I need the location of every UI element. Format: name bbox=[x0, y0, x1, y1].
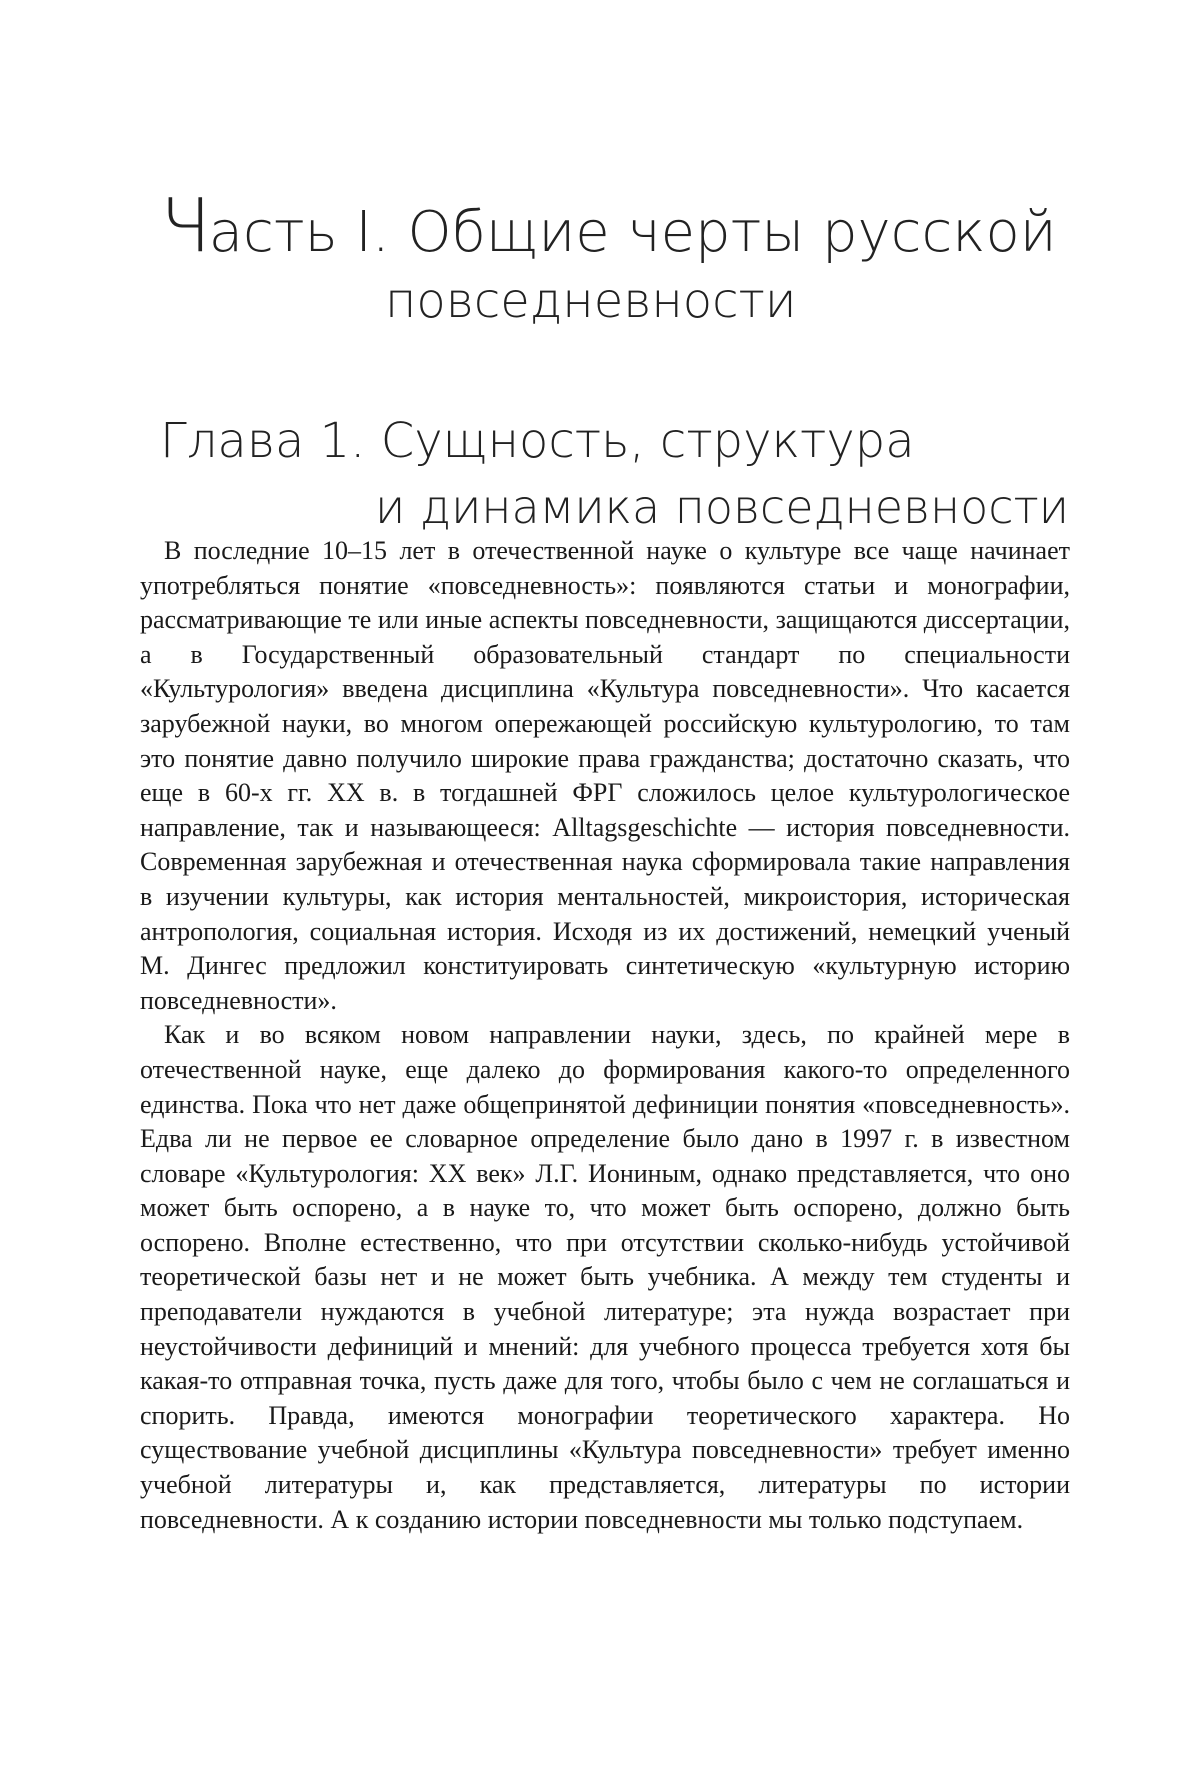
chapter-title-line-1: Глава 1. Сущность, структура bbox=[160, 412, 915, 469]
paragraph-1: В последние 10–15 лет в отечественной науке о культуре все чаще начинает употребляться понятие «повседневность»: появляются статьи и монографии, рассматривающие те или иные аспекты повседневности, защищаются диссертации, а в Государственный образовательный стандарт по специальности «Культурология» введена дисциплина «Культура повседневности». Что касается зарубежной науки, во многом опережающей российскую культурологию, то там это понятие давно получило широкие права гражданства; достаточно сказать, что еще в 60-х гг. XX в. в тогдашней ФРГ сложилось целое культурологическое направление, так и называющееся: Alltagsgeschichte — история повседневности. Современная зарубежная и отечественная наука сформировала такие направления в изучении культуры, как история ментальностей, микроистория, историческая антропология, социальная история. Исходя из их достижений, немецкий ученый М. Дингес предложил конституировать синтетическую «культурную историю повседневности». bbox=[140, 536, 1070, 1015]
chapter-title-line-2: и динамика повседневности bbox=[375, 479, 1070, 534]
part-title bbox=[160, 183, 1060, 334]
part-title-line-2: повседневности bbox=[385, 273, 797, 330]
paragraph-2: Как и во всяком новом направлении науки, здесь, по крайней мере в отечественной науке, еще далеко до формирования какого-то определенного единства. Пока что нет даже общепринятой дефиниции понятия «повседневность». Едва ли не первое ее словарное определение было дано в 1997 г. в известном словаре «Культурология: XX век» Л.Г. Иониным, однако представляется, что оно может быть оспорено, а в науке то, что может быть оспорено, должно быть оспорено. Вполне естественно, что при отсутствии сколько-нибудь устойчивой теоретической базы нет и не может быть учебника. А между тем студенты и преподаватели нуждаются в учебной литературе; эта нужда возрастает при неустойчивости дефиниций и мнений: для учебного процесса требуется хотя бы какая-то отправная точка, пусть даже для того, чтобы было с чем не соглашаться и спорить. Правда, имеются монографии теоретического характера. Но существование учебной дисциплины «Культура повседневности» требует именно учебной литературы и, как представляется, литературы по истории повседневности. А к созданию истории повседневности мы только подступаем. bbox=[140, 1020, 1070, 1534]
part-title-line-1-text: асть I. Общие черты русской bbox=[208, 200, 1057, 266]
body-text bbox=[140, 534, 1070, 1537]
part-title-line-1 bbox=[160, 183, 1060, 270]
part-title-drop-letter: Ч bbox=[160, 183, 209, 270]
chapter-title bbox=[160, 408, 1070, 540]
